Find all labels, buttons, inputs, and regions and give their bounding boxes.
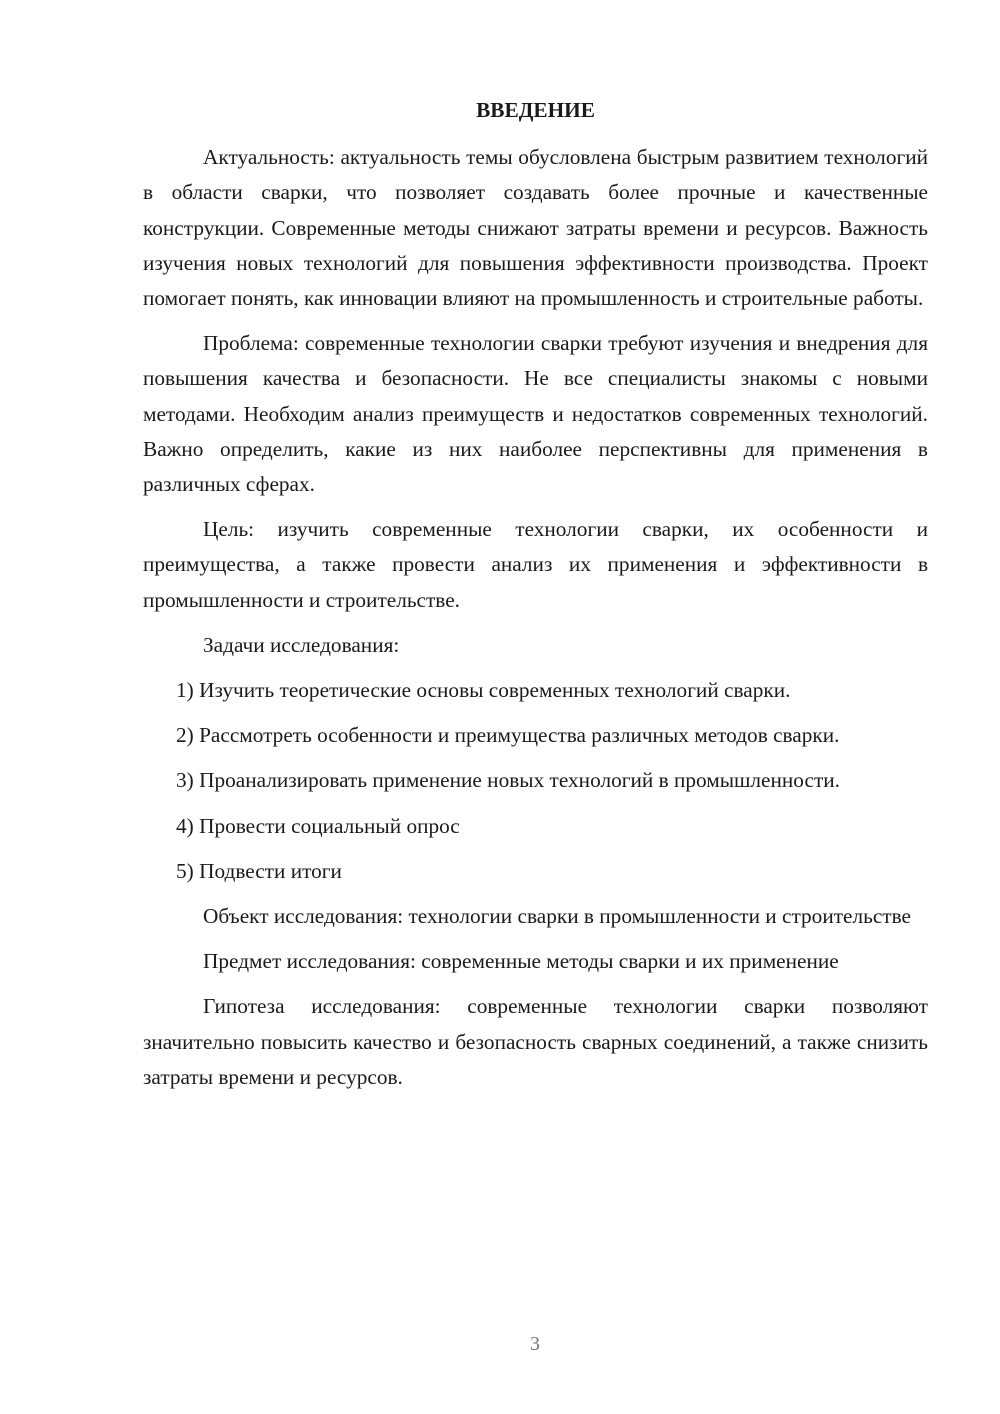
task-item-3: 3) Проанализировать применение новых технологий в промышленности.	[176, 768, 840, 793]
paragraph-object: Объект исследования: технологии сварки в промышленности и строительстве	[203, 904, 911, 929]
paragraph-goal: Цель: изучить современные технологии сварки, их особенности и преимущества, а также провести анализ их применения и эффективности в промышленности и строительстве.	[143, 517, 928, 612]
paragraph-relevance: Актуальность: актуальность темы обусловлена быстрым развитием технологий в области сварки, что позволяет создавать более прочные и качественные конструкции. Современные методы снижают затраты времени и ресурсов. Важность изучения новых технологий для повышения эффективности производства. Проект помогает понять, как инновации влияют на промышленность и строительные работы.	[143, 145, 928, 311]
section-title: ВВЕДЕНИЕ	[476, 98, 595, 122]
paragraph-tasks-heading: Задачи исследования:	[203, 632, 400, 657]
task-item-4: 4) Провести социальный опрос	[176, 813, 460, 838]
paragraph-subject: Предмет исследования: современные методы сварки и их применение	[203, 949, 839, 974]
page-content	[143, 93, 928, 1105]
task-item-1: 1) Изучить теоретические основы современных технологий сварки.	[176, 678, 791, 703]
paragraph-hypothesis: Гипотеза исследования: современные технологии сварки позволяют значительно повысить качество и безопасность сварных соединений, а также снизить затраты времени и ресурсов.	[143, 994, 928, 1089]
page-number: 3	[530, 1333, 540, 1355]
task-item-2: 2) Рассмотреть особенности и преимущества различных методов сварки.	[176, 723, 840, 748]
paragraph-problem: Проблема: современные технологии сварки требуют изучения и внедрения для повышения качества и безопасности. Не все специалисты знакомы с новыми методами. Необходим анализ преимуществ и недостатков современных технологий. Важно определить, какие из них наиболее перспективны для применения в различных сферах.	[143, 331, 928, 497]
task-item-5: 5) Подвести итоги	[176, 858, 342, 883]
